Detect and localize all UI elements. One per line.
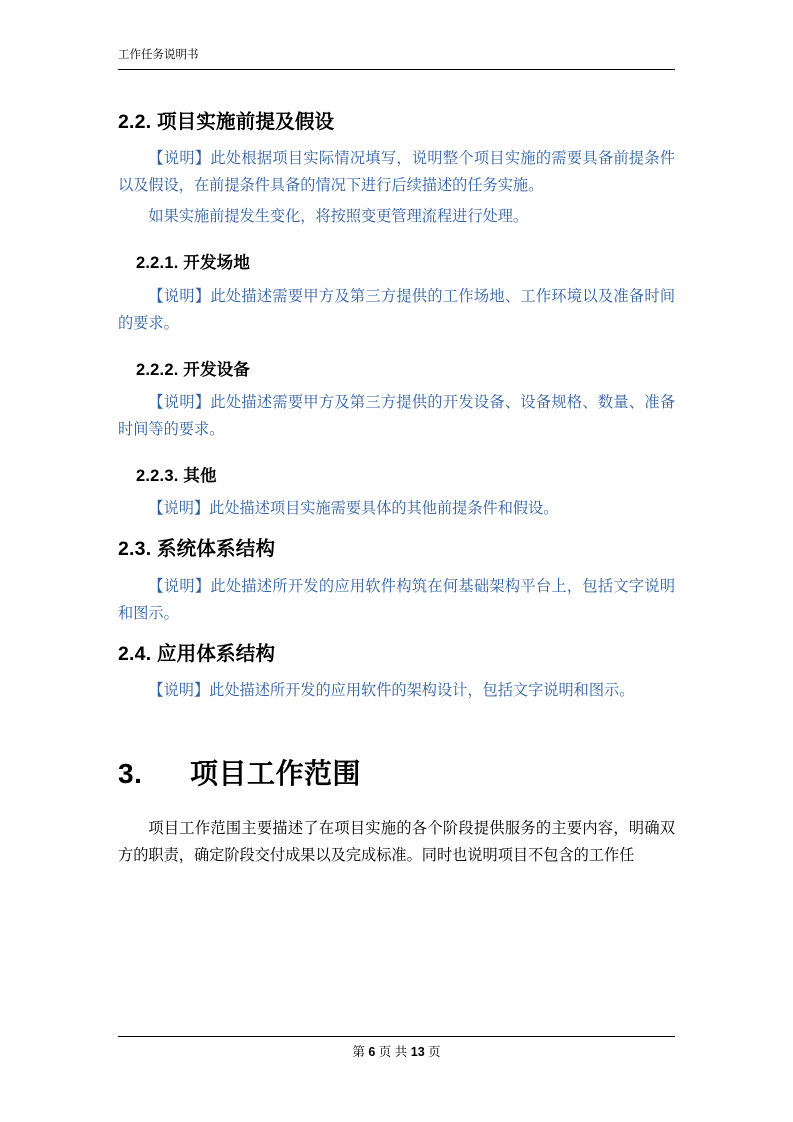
page-header (118, 48, 675, 70)
note-paragraph: 【说明】此处根据项目实际情况填写，说明整个项目实施的需要具备前提条件以及假设，在前提条件具备的情况下进行后续描述的任务实施。 (118, 150, 675, 195)
section-heading-2-2: 2.2. 项目实施前提及假设 (118, 111, 335, 133)
footer-page-number: 6 (368, 1045, 376, 1059)
section-heading-2-4: 2.4. 应用体系结构 (118, 642, 276, 665)
chapter-title: 项目工作范围 (190, 758, 362, 790)
body-paragraph: 项目工作范围主要描述了在项目实施的各个阶段提供服务的主要内容，明确双方的职责，确定阶段交付成果以及完成标准。同时也说明项目不包含的工作任 (118, 819, 675, 864)
footer-total-pages: 13 (410, 1045, 425, 1059)
header-title: 工作任务说明书 (118, 49, 199, 61)
note-paragraph: 【说明】此处描述需要甲方及第三方提供的开发设备、设备规格、数量、准备时间等的要求。 (118, 394, 675, 439)
section-heading-2-3: 2.3. 系统体系结构 (118, 538, 276, 561)
document-body (118, 95, 675, 871)
subsection-heading-2-2-2: 2.2.2. 开发设备 (136, 360, 251, 379)
note-paragraph: 【说明】此处描述所开发的应用软件的架构设计，包括文字说明和图示。 (148, 682, 635, 700)
footer-page-indicator (118, 1042, 675, 1060)
note-paragraph: 如果实施前提发生变化，将按照变更管理流程进行处理。 (148, 208, 529, 226)
chapter-heading-3 (118, 756, 675, 792)
chapter-number: 3. (118, 758, 143, 790)
footer-middle: 页 共 (378, 1045, 408, 1059)
footer-prefix: 第 (352, 1045, 365, 1059)
note-paragraph: 【说明】此处描述需要甲方及第三方提供的工作场地、工作环境以及准备时间的要求。 (118, 287, 675, 332)
note-paragraph: 【说明】此处描述项目实施需要具体的其他前提条件和假设。 (148, 500, 559, 518)
note-paragraph: 【说明】此处描述所开发的应用软件构筑在何基础架构平台上，包括文字说明和图示。 (118, 577, 675, 622)
subsection-heading-2-2-3: 2.2.3. 其他 (136, 467, 217, 486)
page-footer (118, 1036, 675, 1060)
subsection-heading-2-2-1: 2.2.1. 开发场地 (136, 254, 251, 273)
footer-suffix: 页 (428, 1045, 441, 1059)
